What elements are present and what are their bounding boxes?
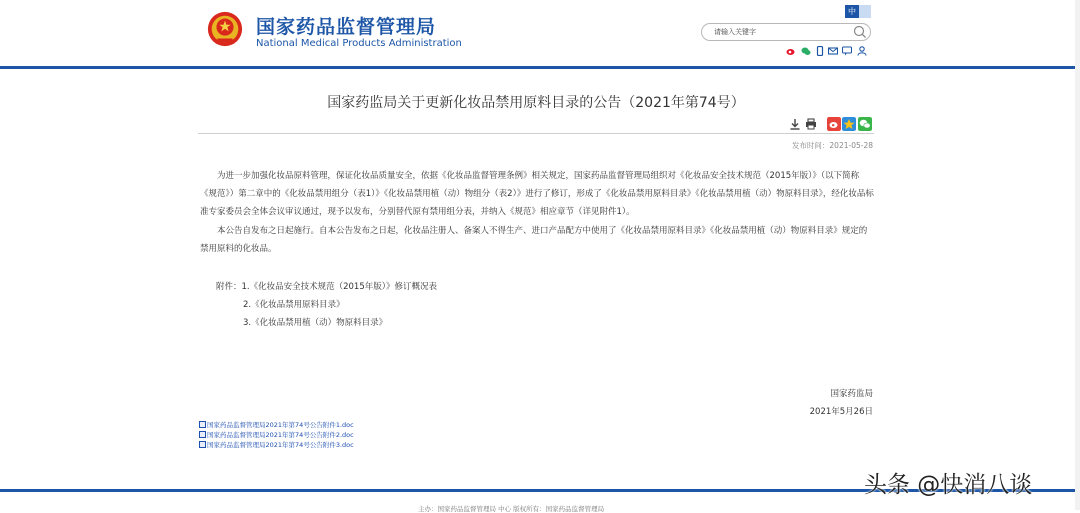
article-paragraph-1: 为进一步加强化妆品原料管理，保证化妆品质量安全，依据《化妆品监督管理条例》相关规定，国家药品监督管理局组织对《化妆品安全技术规范（2015年版）》（以下简称《规范》）第二章中的《化妆品禁用组分（表1）》《化妆品禁用植（动）物组分（表2）》进行了修订，形成了《化妆品禁用原料目录》《化妆品禁用植（动）物原料目录》，经化妆品标准专家委员会全体会议审议通过，现予以发布，分别替代原有禁用组分表，并纳入《规范》相应章节（详见附件1）。	[200, 171, 874, 217]
footer-text: 主办：国家药品监督管理局 中心 版权所有：国家药品监督管理局	[418, 505, 605, 513]
article-title: 国家药监局关于更新化妆品禁用原料目录的公告（2021年第74号）	[327, 95, 745, 111]
article-divider	[198, 133, 874, 134]
user-icon[interactable]	[857, 46, 867, 56]
publish-time: 发布时间：2021-05-28	[791, 141, 873, 150]
doc-file-icon	[199, 421, 206, 428]
download-icon[interactable]	[789, 118, 801, 130]
language-chinese-button[interactable]: 中	[845, 5, 859, 18]
national-emblem-icon	[206, 10, 244, 48]
search-icon[interactable]	[852, 24, 868, 40]
signature-date: 2021年5月26日	[809, 407, 873, 417]
wechat-icon[interactable]	[801, 46, 811, 56]
file-link-1[interactable]: 国家药品监督管理局2021年第74号公告附件1.doc	[199, 421, 354, 430]
print-icon[interactable]	[805, 118, 817, 130]
language-english-button[interactable]	[859, 5, 871, 18]
article-paragraph-2: 本公告自发布之日起施行。自本公告发布之日起，化妆品注册人、备案人不得生产、进口产品配方中使用了《化妆品禁用原料目录》《化妆品禁用植（动）物原料目录》规定的禁用原料的化妆品。	[200, 226, 868, 254]
wechat-share-icon[interactable]	[858, 117, 872, 131]
doc-file-icon	[199, 441, 206, 448]
weibo-icon[interactable]	[786, 46, 796, 56]
qzone-share-icon[interactable]	[842, 117, 856, 131]
mail-icon[interactable]	[828, 46, 838, 56]
file-link-3[interactable]: 国家药品监督管理局2021年第74号公告附件3.doc	[199, 441, 354, 450]
attachment-item-2: 2.《化妆品禁用原料目录》	[243, 300, 345, 310]
attachment-item-1: 附件：1.《化妆品安全技术规范（2015年版）》修订概况表	[216, 282, 437, 292]
mobile-icon[interactable]	[815, 46, 825, 56]
weibo-share-icon[interactable]	[827, 117, 841, 131]
attachment-item-3: 3.《化妆品禁用植（动）物原料目录》	[243, 318, 388, 328]
site-title[interactable]: 国家药品监督管理局	[256, 16, 437, 38]
file-link-2[interactable]: 国家药品监督管理局2021年第74号公告附件2.doc	[199, 431, 354, 440]
signature-organization: 国家药监局	[830, 389, 873, 399]
site-subtitle-en[interactable]: National Medical Products Administration	[256, 38, 462, 49]
watermark: 头条 @快消八谈	[864, 472, 1033, 498]
scrollbar[interactable]	[1075, 0, 1080, 510]
header-divider	[0, 66, 1080, 69]
search-input[interactable]	[701, 23, 871, 41]
search-placeholder: 请输入关键字	[714, 28, 756, 36]
message-icon[interactable]	[842, 46, 852, 56]
doc-file-icon	[199, 431, 206, 438]
